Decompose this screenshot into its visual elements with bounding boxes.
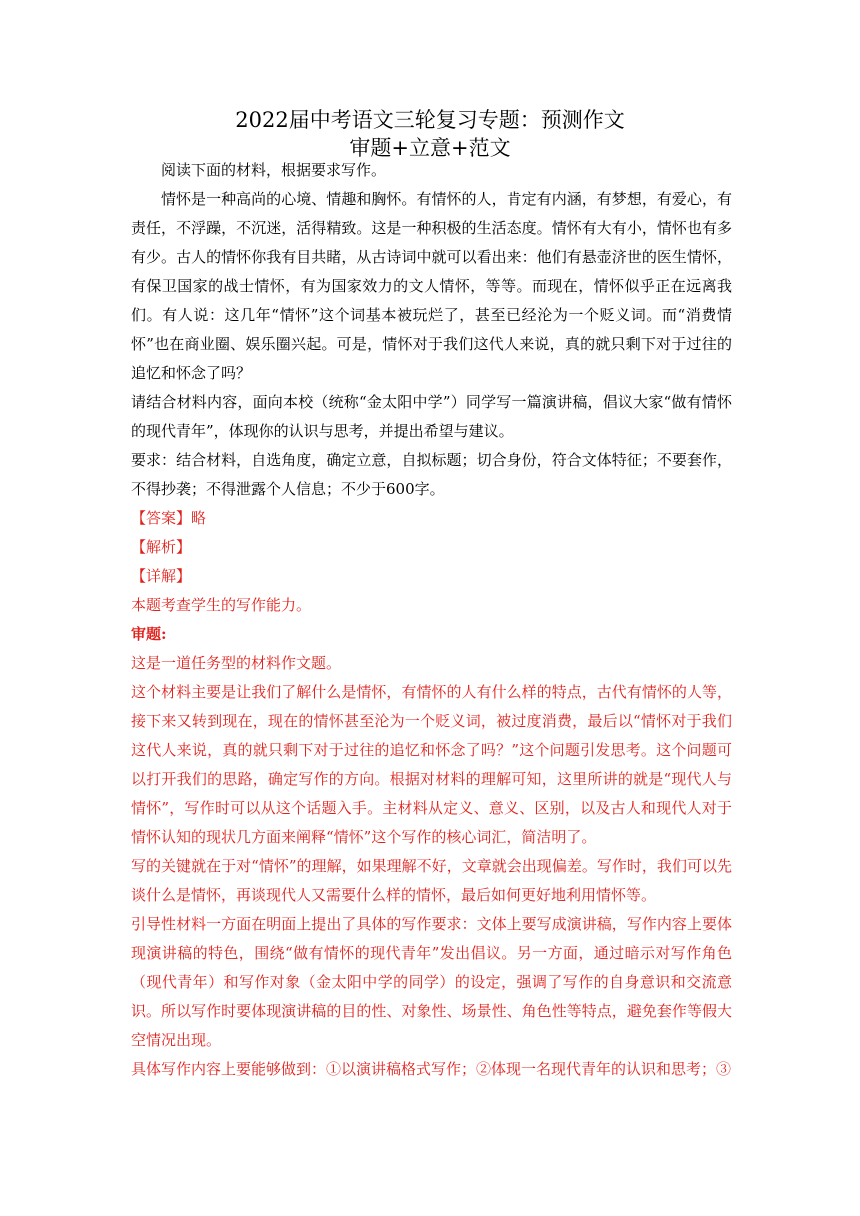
intro-paragraph: 阅读下面的材料，根据要求写作。 — [161, 161, 387, 179]
analysis-paragraph-3: 写的关键就在于对“情怀”的理解，如果理解不好，文章就会出现偏差。写作时，我们可以先谈什么是情怀，再谈现代人又需要什么样的情怀，最后如何更好地利用情怀等。 — [131, 857, 732, 904]
analysis-label: 【解析】 — [131, 538, 192, 556]
analysis-paragraph-5: 具体写作内容上要能够做到：①以演讲稿格式写作；②体现一名现代青年的认识和思考；③ — [131, 1060, 732, 1078]
analysis-paragraph-2: 这个材料主要是让我们了解什么是情怀，有情怀的人有什么样的特点，古代有情怀的人等，接下来又转到现在，现在的情怀甚至沦为一个贬义词，被过度消费，最后以“情怀对于我们这代人来说，真的就只剩下对于过往的追忆和怀念了吗？”这个问题引发思考。这个问题可以打开我们的思路，确定写作的方向。根据对材料的理解可知，这里所讲的就是“现代人与情怀”，写作时可以从这个话题入手。主材料从定义、意义、区别，以及古人和现代人对于情怀认知的现状几方面来阐释“情怀”这个写作的核心词汇，简洁明了。 — [131, 683, 732, 846]
detail-label: 【详解】 — [131, 567, 192, 585]
answer-value: 略 — [191, 509, 207, 527]
analysis-paragraph-4: 引导性材料一方面在明面上提出了具体的写作要求：文体上要写成演讲稿，写作内容上要体现演讲稿的特色，围绕“做有情怀的现代青年”发出倡议。另一方面，通过暗示对写作角色（现代青年）和写作对象（金太阳中学的同学）的设定，强调了写作的自身意识和交流意识。所以写作时要体现演讲稿的目的性、对象性、场景性、角色性等特点，避免套作等假大空情况出现。 — [131, 915, 732, 1049]
document-subtitle: 审题+立意+范文 — [349, 136, 511, 160]
shenti-label: 审题: — [131, 625, 167, 643]
analysis-paragraph-1: 这是一道任务型的材料作文题。 — [131, 654, 342, 672]
detail-intro: 本题考查学生的写作能力。 — [131, 596, 312, 614]
material-paragraph: 情怀是一种高尚的心境、情趣和胸怀。有情怀的人，肯定有内涵，有梦想，有爱心，有责任，不浮躁，不沉迷，活得精致。这是一种积极的生活态度。情怀有大有小，情怀也有多有少。古人的情怀你我有目共睹，从古诗词中就可以看出来：他们有悬壶济世的医生情怀，有保卫国家的战士情怀，有为国家效力的文人情怀，等等。而现在，情怀似乎正在远离我们。有人说：这几年“情怀”这个词基本被玩烂了，甚至已经沦为一个贬义词。而“消费情怀”也在商业圈、娱乐圈兴起。可是，情怀对于我们这代人来说，真的就只剩下对于过往的追忆和怀念了吗？ — [131, 190, 732, 382]
answer-label: 【答案】 — [131, 509, 192, 527]
task-paragraph: 请结合材料内容，面向本校（统称“金太阳中学”）同学写一篇演讲稿，倡议大家“做有情怀的现代青年”，体现你的认识与思考，并提出希望与建议。 — [131, 393, 732, 440]
document-body — [131, 156, 732, 1084]
answer-line — [131, 504, 732, 533]
document-title: 2022届中考语文三轮复习专题：预测作文 — [235, 108, 625, 132]
requirements-paragraph: 要求：结合材料，自选角度，确定立意，自拟标题；切合身份，符合文体特征；不要套作，不得抄袭；不得泄露个人信息；不少于600字。 — [131, 451, 732, 498]
